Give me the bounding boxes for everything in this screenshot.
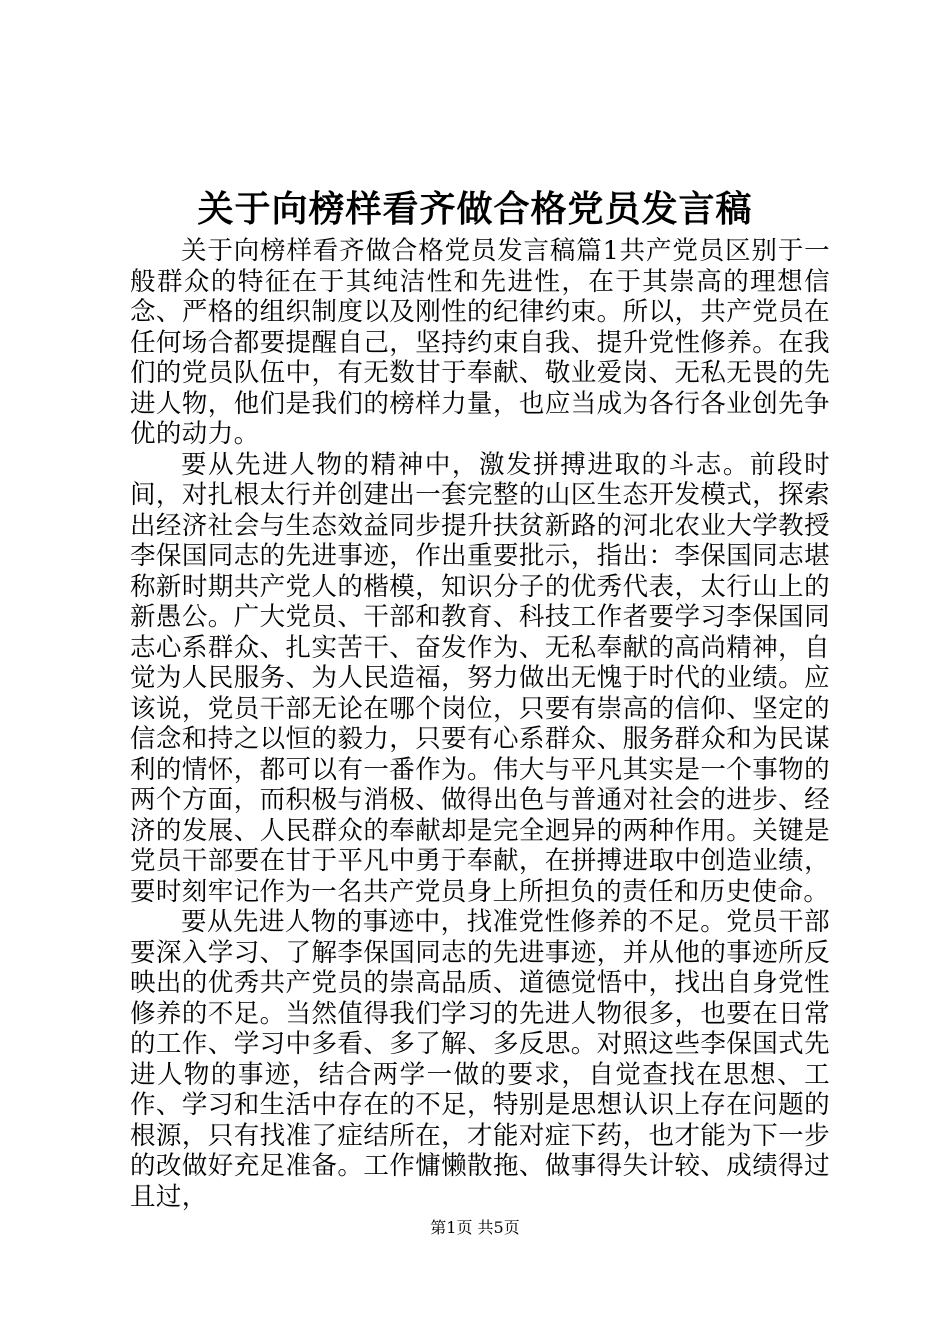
paragraph: 关于向榜样看齐做合格党员发言稿篇1共产党员区别于一般群众的特征在于其纯洁性和先进性，在于其崇高的理想信念、严格的组织制度以及刚性的纪律约束。所以，共产党员在任何场合都要提醒自己，坚持约束自我、提升党性修养。在我们的党员队伍中，有无数甘于奉献、敬业爱岗、无私无畏的先进人物，他们是我们的榜样力量，也应当成为各行各业创先争优的动力。 <box>130 236 830 449</box>
paragraph: 要从先进人物的精神中，激发拼搏进取的斗志。前段时间，对扎根太行并创建出一套完整的山区生态开发模式，探索出经济社会与生态效益同步提升扶贫新路的河北农业大学教授李保国同志的先进事迹，作出重要批示，指出：李保国同志堪称新时期共产党人的楷模，知识分子的优秀代表，太行山上的新愚公。广大党员、干部和教育、科技工作者要学习李保国同志心系群众、扎实苦干、奋发作为、无私奉献的高尚精神，自觉为人民服务、为人民造福，努力做出无愧于时代的业绩。应该说，党员干部无论在哪个岗位，只要有崇高的信仰、坚定的信念和持之以恒的毅力，只要有心系群众、服务群众和为民谋利的情怀，都可以有一番作为。伟大与平凡其实是一个事物的两个方面，而积极与消极、做得出色与普通对社会的进步、经济的发展、人民群众的奉献却是完全迥异的两种作用。关键是党员干部要在甘于平凡中勇于奉献，在拼搏进取中创造业绩，要时刻牢记作为一名共产党员身上所担负的责任和历史使命。 <box>130 449 830 907</box>
document-body <box>130 236 830 1212</box>
paragraph: 要从先进人物的事迹中，找准党性修养的不足。党员干部要深入学习、了解李保国同志的先进事迹，并从他的事迹所反映出的优秀共产党员的崇高品质、道德觉悟中，找出自身党性修养的不足。当然值得我们学习的先进人物很多，也要在日常的工作、学习中多看、多了解、多反思。对照这些李保国式先进人物的事迹，结合两学一做的要求，自觉查找在思想、工作、学习和生活中存在的不足，特别是思想认识上存在问题的根源，只有找准了症结所在，才能对症下药，也才能为下一步的改做好充足准备。工作慵懒散拖、做事得失计较、成绩得过且过， <box>130 907 830 1212</box>
document-title: 关于向榜样看齐做合格党员发言稿 <box>197 188 753 230</box>
page-footer: 第1页 共5页 <box>430 1218 520 1237</box>
